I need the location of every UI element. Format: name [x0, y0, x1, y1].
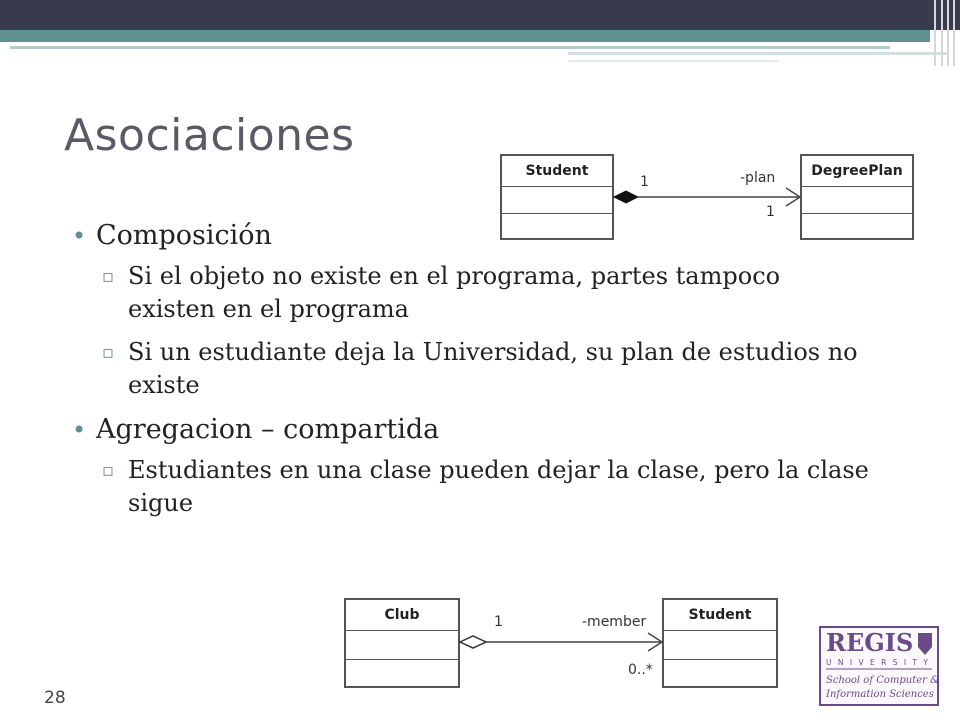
- sub-bullet-marker: ▫: [102, 342, 115, 363]
- slide-title: Asociaciones: [64, 110, 355, 161]
- svg-text:School of Computer &: School of Computer &: [826, 675, 940, 686]
- role-label: -plan: [740, 170, 776, 186]
- header-edge-line: [953, 0, 955, 66]
- regis-university-logo: [818, 625, 942, 707]
- uml-class-name: Club: [384, 607, 420, 623]
- hollow-diamond-icon: [460, 636, 486, 648]
- multiplicity-label: 1: [640, 174, 649, 190]
- bullet-text: Agregacion – compartida: [96, 414, 440, 445]
- bullet-text: Composición: [96, 220, 272, 251]
- header-accent-line: [10, 46, 890, 49]
- sub-bullet-text: Estudiantes en una clase pueden dejar la clase, pero la clase sigue: [128, 456, 869, 517]
- header-accent-line: [568, 60, 778, 62]
- uml-class-name: Student: [688, 607, 752, 623]
- header-edge-line: [947, 0, 949, 66]
- sub-bullet-item: [70, 336, 870, 402]
- slide-body: [70, 218, 870, 530]
- filled-diamond-icon: [614, 191, 638, 203]
- header-edge-line: [941, 0, 943, 66]
- multiplicity-label: 1: [494, 614, 503, 630]
- header-accent-line: [568, 52, 948, 55]
- uml-class-name: DegreePlan: [811, 163, 903, 179]
- multiplicity-label: 1: [766, 204, 775, 220]
- header-edge-line: [934, 0, 936, 66]
- svg-text:Information Sciences: Information Sciences: [826, 689, 934, 700]
- sub-bullet-text: Si un estudiante deja la Universidad, su plan de estudios no existe: [128, 338, 858, 399]
- bullet-marker: •: [72, 416, 87, 444]
- header-teal-band: [0, 30, 930, 42]
- page-number: 28: [44, 688, 66, 708]
- multiplicity-label: 0..*: [628, 662, 653, 678]
- sub-bullet-text: Si el objeto no existe en el programa, partes tampoco existen en el programa: [128, 262, 781, 323]
- sub-bullet-marker: ▫: [102, 266, 115, 287]
- aggregation-diagram: [342, 596, 762, 692]
- sub-bullet-item: [70, 454, 870, 520]
- header-dark-band: [0, 0, 960, 30]
- svg-text:U N I V E R S I T Y: U N I V E R S I T Y: [826, 658, 930, 667]
- bullet-marker: •: [72, 222, 87, 250]
- logo-wordmark: REGIS: [826, 628, 914, 657]
- bullet-item: [70, 412, 870, 448]
- sub-bullet-item: [70, 260, 870, 326]
- uml-class-name: Student: [525, 163, 589, 179]
- role-label: -member: [582, 614, 647, 630]
- aggregation-connector: [342, 596, 762, 692]
- sub-bullet-marker: ▫: [102, 460, 115, 481]
- bullet-item: [70, 218, 870, 254]
